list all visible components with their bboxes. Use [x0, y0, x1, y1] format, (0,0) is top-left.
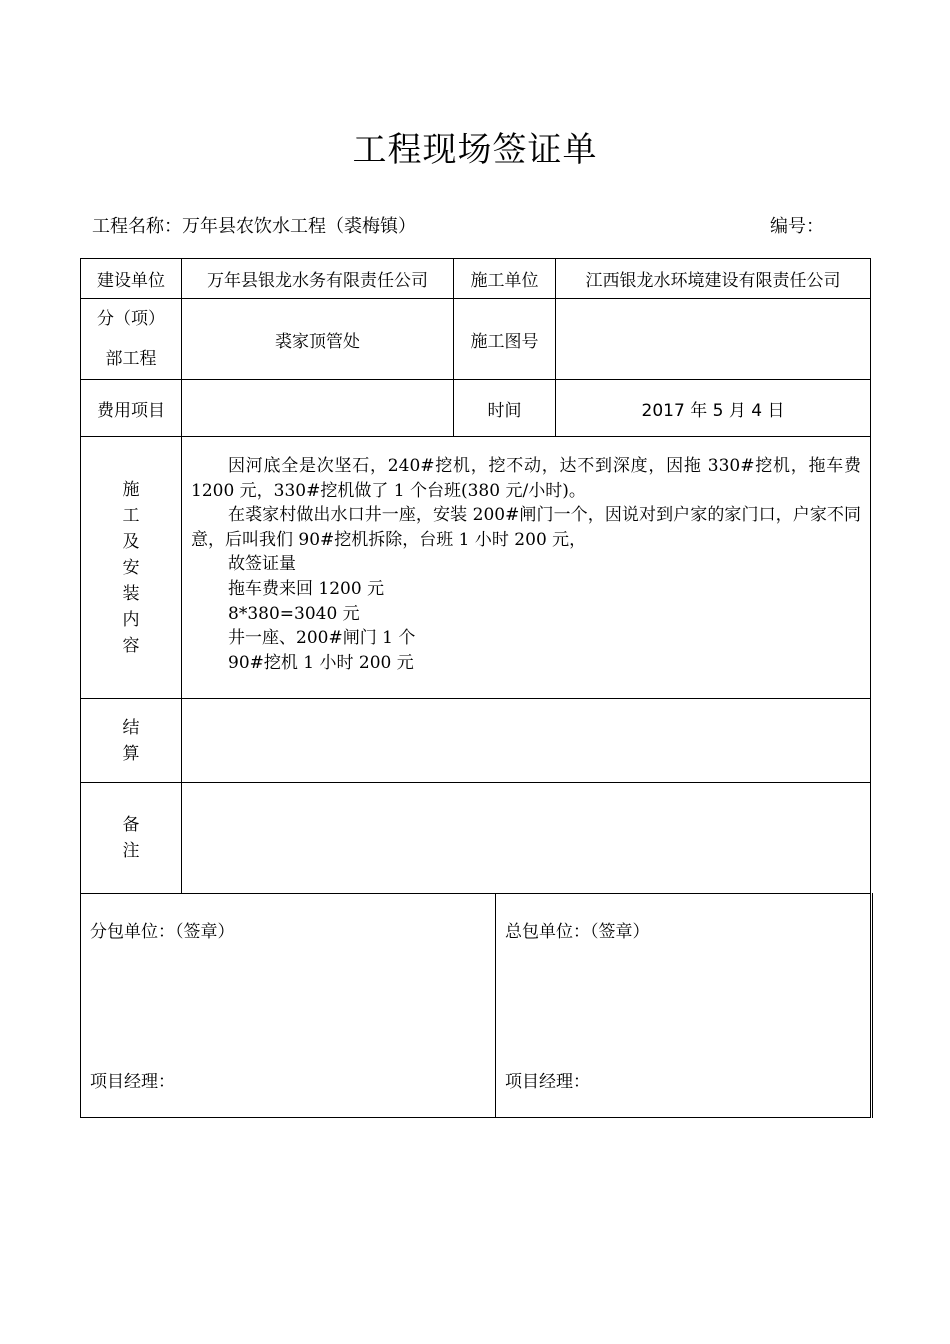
- sub-project-label-line-1: 分（项）: [97, 309, 165, 329]
- content-line: 8*380=3040 元: [228, 603, 360, 624]
- content-line: 90#挖机 1 小时 200 元: [228, 652, 414, 673]
- page-title: 工程现场签证单: [352, 130, 598, 170]
- time-value: 2017 年 5 月 4 日: [641, 400, 785, 421]
- construction-unit-label: 建设单位: [97, 271, 165, 291]
- label-char: 施: [122, 479, 140, 500]
- sub-project-value: 裘家顶管处: [275, 331, 360, 352]
- project-manager-right-label: 项目经理：: [505, 1072, 590, 1092]
- sub-project-label: [81, 299, 181, 379]
- construction-content-label: [81, 437, 181, 698]
- sub-project-label-line-2: 部工程: [105, 349, 157, 369]
- table-border-right-outer: [872, 893, 873, 1118]
- label-char: 安: [122, 557, 140, 578]
- label-char: 注: [122, 841, 140, 861]
- project-name: 工程名称：万年县农饮水工程（裘梅镇）: [92, 216, 416, 237]
- construction-unit-value: 万年县银龙水务有限责任公司: [207, 271, 428, 291]
- general-contractor-signature-label: 总包单位：（签章）: [505, 922, 650, 942]
- subcontractor-signature-label: 分包单位：（签章）: [90, 922, 235, 942]
- table-border-right: [870, 258, 871, 1118]
- settlement-label: [81, 699, 181, 782]
- remarks-value: [182, 783, 870, 893]
- column-divider: [495, 893, 496, 1118]
- label-char: 及: [122, 531, 140, 552]
- content-paragraph: 因河底全是次坚石，240#挖机，挖不动，达不到深度，因拖 330#挖机，拖车费 1200 元，330#挖机做了 1 个台班(380 元/小时)。: [191, 456, 861, 501]
- label-char: 内: [122, 609, 140, 630]
- contractor-label: 施工单位: [470, 271, 539, 291]
- row-divider: [80, 436, 871, 437]
- label-char: 结: [122, 717, 140, 738]
- drawing-number-label: 施工图号: [470, 331, 539, 352]
- label-char: 容: [122, 635, 140, 656]
- contractor-value: 江西银龙水环境建设有限责任公司: [585, 271, 841, 291]
- project-manager-left-label: 项目经理：: [90, 1072, 175, 1092]
- table-border-bottom: [80, 1117, 871, 1118]
- time-label: 时间: [487, 400, 522, 421]
- settlement-value: [182, 699, 870, 782]
- label-char: 工: [122, 505, 140, 526]
- cost-item-label: 费用项目: [97, 400, 165, 421]
- content-paragraph: 在裘家村做出水口井一座，安装 200#闸门一个，因说对到户家的家门口，户家不同意，后叫我们 90#挖机拆除，台班 1 小时 200 元，: [191, 505, 861, 550]
- serial-number-label: 编号：: [770, 216, 824, 237]
- cost-item-value: [182, 380, 453, 436]
- label-char: 备: [122, 815, 140, 835]
- label-char: 装: [122, 583, 140, 604]
- drawing-number-value: [556, 299, 870, 379]
- content-line: 故签证量: [228, 554, 296, 575]
- row-divider: [80, 893, 871, 894]
- label-char: 算: [122, 743, 140, 764]
- construction-content-body: [191, 454, 861, 675]
- content-line: 拖车费来回 1200 元: [228, 578, 385, 599]
- content-line: 井一座、200#闸门 1 个: [228, 628, 416, 649]
- remarks-label: [81, 783, 181, 893]
